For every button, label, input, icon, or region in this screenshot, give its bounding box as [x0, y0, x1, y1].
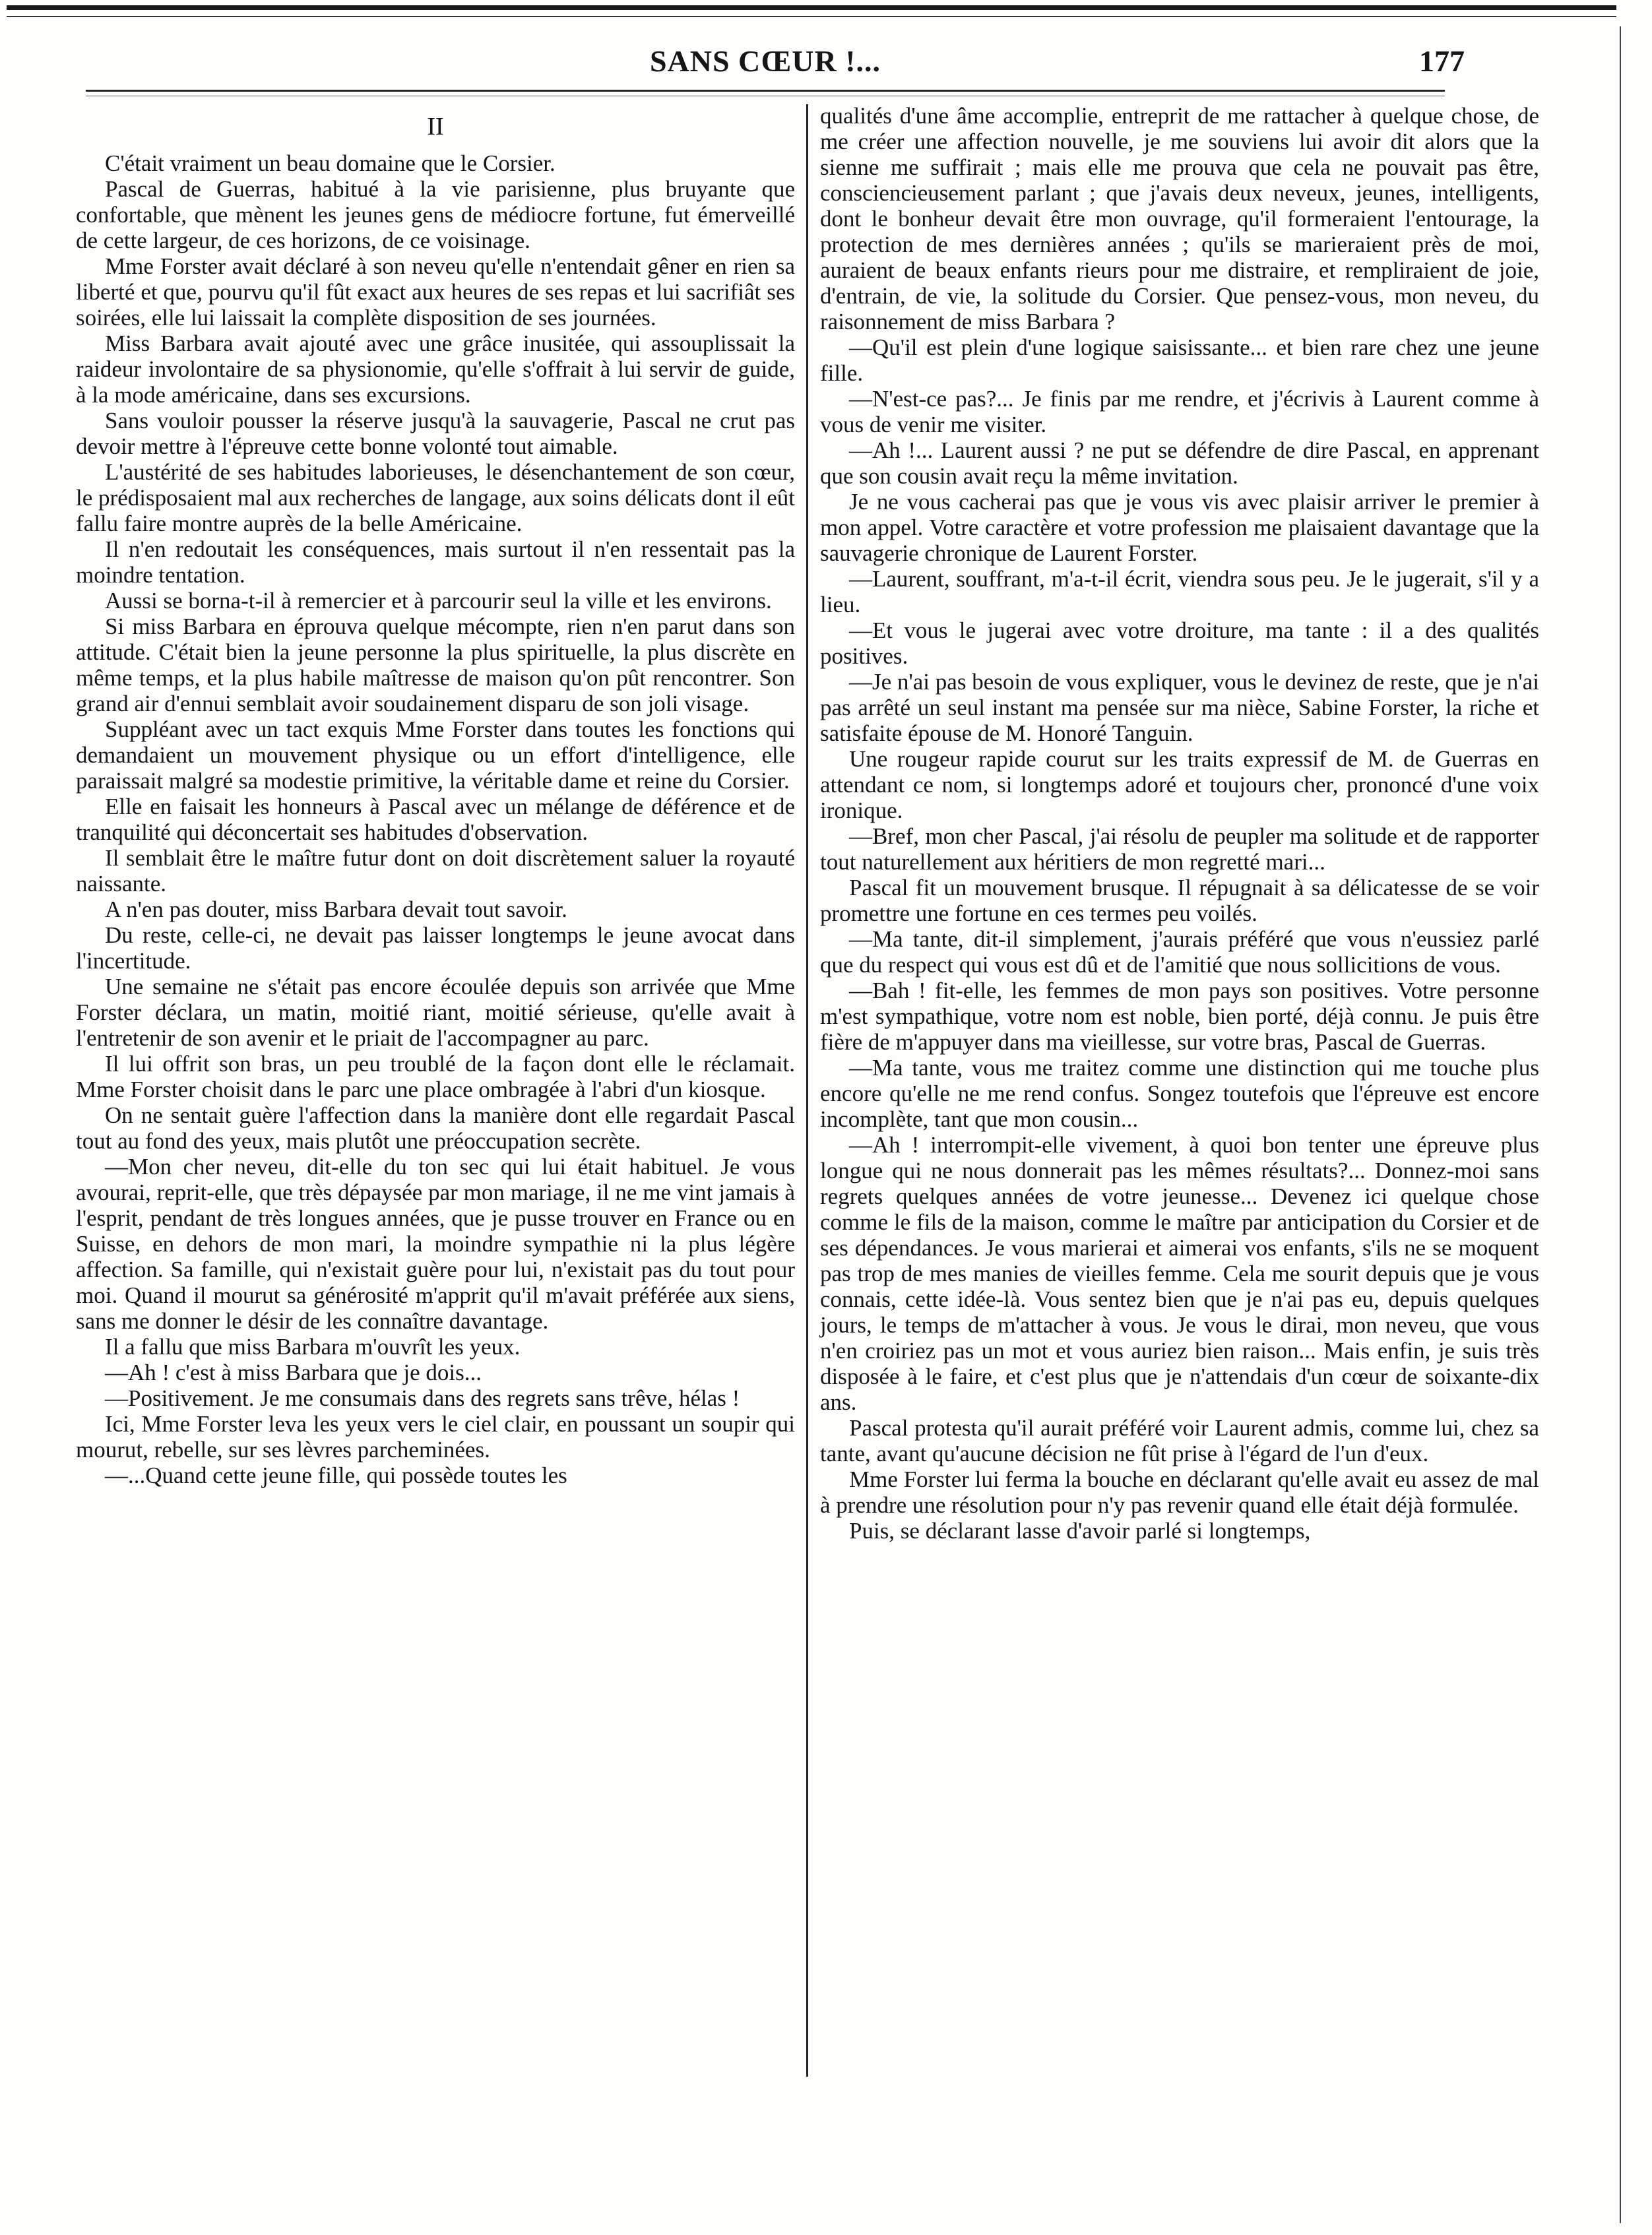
paragraph: qualités d'une âme accomplie, entreprit de me rattacher à quelque chose, de me créer une affection nouvelle, je me souviens lui avoir dit alors que la sienne me suffirait ; mais elle me prouva que cela ne pouvait pas être, consciencieusement parlant ; que j'avais deux neveux, jeunes, intelligents, dont le bonheur devait être mon ouvrage, qu'il formeraient l'entourage, la protection de mes dernières années ; qu'ils se marieraient près de moi, auraient de beaux enfants rieurs pour me distraire, et rempliraient de joie, d'entrain, de vie, la solitude du Corsier. Que pensez-vous, mon neveu, du raisonnement de miss Barbara ?: [820, 103, 1539, 334]
paragraph: Ici, Mme Forster leva les yeux vers le ciel clair, en poussant un soupir qui mourut, rebelle, sur ses lèvres parcheminées.: [76, 1411, 795, 1463]
paragraph: Il lui offrit son bras, un peu troublé de la façon dont elle le réclamait. Mme Forster choisit dans le parc une place ombragée à l'abri d'un kiosque.: [76, 1051, 795, 1102]
paragraph: —Qu'il est plein d'une logique saisissante... et bien rare chez une jeune fille.: [820, 334, 1539, 386]
paragraph: —Mon cher neveu, dit-elle du ton sec qui lui était habituel. Je vous avourai, reprit-elle, que très dépaysée par mon mariage, il ne me vint jamais à l'esprit, pendant de très longues années, que je pusse trouver en France ou en Suisse, en dehors de mon mari, la moindre sympathie ni la plus légère affection. Sa famille, qui n'existait guère pour lui, n'existait pas du tout pour moi. Quand il mourut sa générosité m'apprit qu'il m'avait préférée aux siens, sans me donner le désir de les connaître davantage.: [76, 1154, 795, 1334]
paragraph: Il n'en redoutait les conséquences, mais surtout il n'en ressentait pas la moindre tentation.: [76, 536, 795, 588]
running-title: SANS CŒUR !...: [649, 44, 881, 78]
paragraph: Elle en faisait les honneurs à Pascal avec un mélange de déférence et de tranquilité qui déconcertait ses habitudes d'observation.: [76, 794, 795, 845]
paragraph: Si miss Barbara en éprouva quelque mécompte, rien n'en parut dans son attitude. C'était bien la jeune personne la plus spirituelle, la plus discrète en même temps, et la plus habile maîtresse de maison qu'on pût rencontrer. Son grand air d'ennui semblait avoir soudainement disparu de son joli visage.: [76, 614, 795, 716]
paragraph: Suppléant avec un tact exquis Mme Forster dans toutes les fonctions qui demandaient un mouvement physique ou un effort d'intelligence, elle paraissait malgré sa modestie primitive, la véritable dame et reine du Corsier.: [76, 716, 795, 794]
right-column: [820, 103, 1539, 1544]
paragraph: —Ma tante, dit-il simplement, j'aurais préféré que vous n'eussiez parlé que du respect qui vous est dû et de l'amitié que nous sollicitions de vous.: [820, 926, 1539, 978]
paragraph: —Laurent, souffrant, m'a-t-il écrit, viendra sous peu. Je le jugerait, s'il y a lieu.: [820, 566, 1539, 617]
paragraph: Une semaine ne s'était pas encore écoulée depuis son arrivée que Mme Forster déclara, un matin, moitié riant, moitié sérieuse, qu'elle avait à l'entretenir de son avenir et le priait de l'accompagner au parc.: [76, 974, 795, 1051]
running-head: [86, 44, 1465, 90]
column-divider: [806, 104, 808, 2077]
paragraph: Miss Barbara avait ajouté avec une grâce inusitée, qui assouplissait la raideur involontaire de sa physionomie, qu'elle s'offrait à lui servir de guide, à la mode américaine, dans ses excursions.: [76, 331, 795, 408]
paragraph: Mme Forster lui ferma la bouche en déclarant qu'elle avait eu assez de mal à prendre une résolution pour n'y pas revenir quand elle était déjà formulée.: [820, 1466, 1539, 1518]
paragraph: Aussi se borna-t-il à remercier et à parcourir seul la ville et les environs.: [105, 588, 772, 614]
top-border-rule-thin: [7, 16, 1616, 17]
paragraph: —Et vous le jugerai avec votre droiture, ma tante : il a des qualités positives.: [820, 617, 1539, 669]
page-edge-rule: [1620, 26, 1621, 2223]
paragraph: Une rougeur rapide courut sur les traits expressif de M. de Guerras en attendant ce nom, si longtemps adoré et toujours cher, prononcé d'une voix ironique.: [820, 746, 1539, 823]
paragraph: Il semblait être le maître futur dont on doit discrètement saluer la royauté naissante.: [76, 845, 795, 897]
paragraph: Pascal fit un mouvement brusque. Il répugnait à sa délicatesse de se voir promettre une fortune en ces termes peu voilés.: [820, 875, 1539, 926]
paragraph: —Bah ! fit-elle, les femmes de mon pays son positives. Votre personne m'est sympathique, votre nom est noble, bien porté, déjà connu. Je puis être fière de m'appuyer dans ma vieillesse, sur votre bras, Pascal de Guerras.: [820, 978, 1539, 1055]
paragraph: Je ne vous cacherai pas que je vous vis avec plaisir arriver le premier à mon appel. Votre caractère et votre profession me plaisaient davantage que la sauvagerie chronique de Laurent Forster.: [820, 489, 1539, 566]
section-heading: II: [427, 113, 444, 141]
paragraph: L'austérité de ses habitudes laborieuses, le désenchantement de son cœur, le prédisposaient mal aux recherches de langage, aux soins délicats dont il eût fallu faire montre auprès de la belle Américaine.: [76, 459, 795, 536]
paragraph: —Ma tante, vous me traitez comme une distinction qui me touche plus encore qu'elle ne me rend confus. Songez toutefois que l'épreuve est encore incomplète, tant que mon cousin...: [820, 1055, 1539, 1132]
paragraph: On ne sentait guère l'affection dans la manière dont elle regardait Pascal tout au fond des yeux, mais plutôt une préoccupation secrète.: [76, 1102, 795, 1154]
paragraph: Pascal de Guerras, habitué à la vie parisienne, plus bruyante que confortable, que mènent les jeunes gens de médiocre fortune, fut émerveillé de cette largeur, de ces horizons, de ce voisinage.: [76, 176, 795, 253]
header-rule: [86, 90, 1445, 92]
paragraph: —Ah ! c'est à miss Barbara que je dois...: [105, 1360, 482, 1385]
paragraph: Du reste, celle-ci, ne devait pas laisser longtemps le jeune avocat dans l'incertitude.: [76, 922, 795, 974]
paragraph: Il a fallu que miss Barbara m'ouvrît les yeux.: [105, 1334, 521, 1360]
paragraph: —Je n'ai pas besoin de vous expliquer, vous le devinez de reste, que je n'ai pas arrêté un seul instant ma pensée sur ma nièce, Sabine Forster, la riche et satisfaite épouse de M. Honoré Tanguin.: [820, 669, 1539, 746]
paragraph: Mme Forster avait déclaré à son neveu qu'elle n'entendait gêner en rien sa liberté et que, pourvu qu'il fût exact aux heures de ses repas et lui sacrifiât ses soirées, elle lui laissait la complète disposition de ses journées.: [76, 253, 795, 331]
paragraph: —Bref, mon cher Pascal, j'ai résolu de peupler ma solitude et de rapporter tout naturellement aux héritiers de mon regretté mari...: [820, 823, 1539, 875]
paragraph: C'était vraiment un beau domaine que le Corsier.: [105, 150, 556, 176]
paragraph: —Ah ! interrompit-elle vivement, à quoi bon tenter une épreuve plus longue qui ne nous donnerait pas les mêmes résultats?... Donnez-moi sans regrets quelques années de votre jeunesse... Devenez ici quelque chose comme le fils de la maison, comme le maître par anticipation du Corsier et de ses dépendances. Je vous marierai et aimerai vos enfants, s'ils ne se moquent pas trop de mes manies de vieilles femme. Cela me sourit depuis que je vous connais, cette idée-là. Vous sentez bien que je n'ai pas eu, depuis quelques jours, le temps de m'attacher à vous. Je vous le dirai, mon neveu, que vous n'en croiriez pas un mot et vous auriez bien raison... Mais enfin, je suis très disposée à le faire, et c'est plus que je n'attendais d'un cœur de soixante-dix ans.: [820, 1132, 1539, 1415]
paragraph: —Ah !... Laurent aussi ? ne put se défendre de dire Pascal, en apprenant que son cousin avait reçu la même invitation.: [820, 437, 1539, 489]
page-number: 177: [1419, 44, 1465, 78]
paragraph: Sans vouloir pousser la réserve jusqu'à la sauvagerie, Pascal ne crut pas devoir mettre à l'épreuve cette bonne volonté tout aimable.: [76, 408, 795, 459]
top-border-rule: [7, 5, 1616, 10]
paragraph: —...Quand cette jeune fille, qui possède toutes les: [105, 1463, 567, 1488]
paragraph: Pascal protesta qu'il aurait préféré voir Laurent admis, comme lui, chez sa tante, avant qu'aucune décision ne fût prise à l'égard de l'un d'eux.: [820, 1415, 1539, 1466]
paragraph: Puis, se déclarant lasse d'avoir parlé si longtemps,: [849, 1518, 1311, 1544]
paragraph: —N'est-ce pas?... Je finis par me rendre, et j'écrivis à Laurent comme à vous de venir me visiter.: [820, 386, 1539, 437]
left-column: [76, 106, 795, 1488]
paragraph: A n'en pas douter, miss Barbara devait tout savoir.: [105, 897, 567, 922]
paragraph: —Positivement. Je me consumais dans des regrets sans trêve, hélas !: [105, 1385, 740, 1411]
